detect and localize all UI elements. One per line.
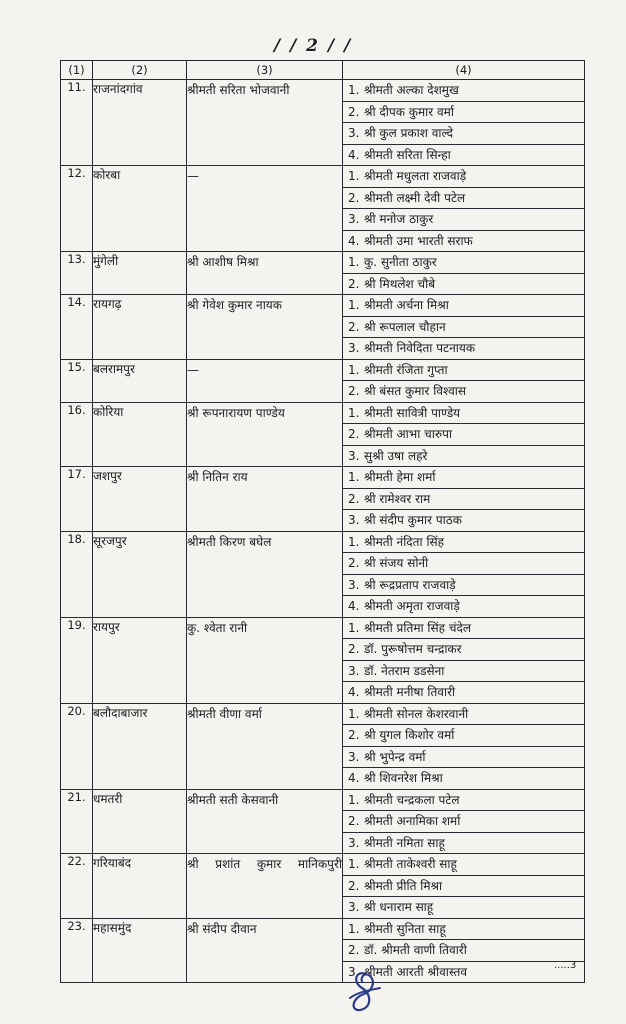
member-index: 3. [348, 749, 360, 764]
member-item [343, 166, 584, 188]
member-name: श्री रूपलाल चौहान [364, 319, 446, 334]
member-index: 3. [348, 577, 360, 592]
serial-number: 20. [61, 703, 93, 789]
member-item [343, 102, 584, 124]
member-name: श्रीमती अनामिका शर्मा [364, 814, 461, 828]
member-name: श्री कुल प्रकाश वाल्दे [364, 126, 454, 140]
members-cell [343, 854, 585, 919]
member-index: 2. [348, 104, 360, 119]
member-index: 1. [348, 405, 360, 420]
member-item [343, 446, 584, 467]
table-body [61, 80, 585, 983]
member-item [343, 811, 584, 833]
serial-number: 16. [61, 402, 93, 467]
member-index: 3. [348, 663, 360, 678]
member-index: 1. [348, 706, 360, 721]
member-index: 1. [348, 83, 360, 97]
member-index: 4. [348, 147, 360, 162]
district-name: बलौदाबाजार [93, 703, 187, 789]
member-index: 3. [348, 126, 360, 140]
member-name: श्री मनोज ठाकुर [364, 212, 434, 226]
member-name: डॉ. श्रीमती वाणी तिवारी [364, 943, 467, 957]
member-item [343, 424, 584, 446]
members-cell [343, 467, 585, 532]
members-cell [343, 166, 585, 252]
chairperson-name: कु. श्वेता रानी [187, 617, 343, 703]
district-name: कोरबा [93, 166, 187, 252]
table-row [61, 467, 585, 532]
member-name: श्री भुपेन्द्र वर्मा [364, 749, 426, 764]
member-item [343, 725, 584, 747]
member-item [343, 704, 584, 726]
district-name: रायगढ़ [93, 295, 187, 360]
member-name: श्रीमती मधुलता राजवाड़े [364, 169, 467, 183]
member-index: 4. [348, 599, 360, 613]
table-row [61, 402, 585, 467]
chairperson-name: श्रीमती सरिता भोजवानी [187, 80, 343, 166]
member-index: 2. [348, 728, 360, 742]
page-number: / / 2 / / [273, 36, 353, 56]
member-index: 1. [348, 169, 360, 183]
members-cell [343, 703, 585, 789]
member-index: 2. [348, 814, 360, 828]
member-item [343, 145, 584, 166]
serial-number: 19. [61, 617, 93, 703]
member-item [343, 575, 584, 597]
member-name: डॉ. पुरूषोत्तम चन्द्राकर [364, 642, 462, 656]
member-item [343, 295, 584, 317]
chairperson-name: श्रीमती सती केसवानी [187, 789, 343, 854]
member-index: 1. [348, 255, 360, 269]
member-name: श्रीमती हेमा शर्मा [364, 470, 436, 484]
member-name: श्रीमती आरती श्रीवास्तव [364, 964, 468, 979]
member-item [343, 403, 584, 425]
member-item [343, 768, 584, 789]
district-name: बलरामपुर [93, 359, 187, 402]
member-name: श्री रामेश्वर राम [364, 491, 431, 506]
member-name: श्री संजय सोनी [364, 556, 429, 570]
table-row [61, 617, 585, 703]
member-item [343, 618, 584, 640]
member-index: 2. [348, 319, 360, 334]
member-name: श्रीमती अमृता राजवाड़े [364, 599, 460, 613]
member-item [343, 188, 584, 210]
table-row [61, 252, 585, 295]
member-item [343, 661, 584, 683]
serial-number: 22. [61, 854, 93, 919]
header-col-3: (3) [187, 61, 343, 80]
member-index: 2. [348, 556, 360, 570]
table-row [61, 80, 585, 166]
member-name: श्री शिवनरेश मिश्रा [364, 771, 443, 785]
members-cell [343, 359, 585, 402]
member-index: 1. [348, 792, 360, 807]
members-cell [343, 80, 585, 166]
district-name: महासमुंद [93, 918, 187, 983]
member-index: 1. [348, 362, 360, 377]
district-name: कोरिया [93, 402, 187, 467]
member-name: श्री मिथलेश चौबे [364, 276, 436, 291]
members-cell [343, 617, 585, 703]
table-row [61, 531, 585, 617]
chairperson-name: श्री प्रशांत कुमार मानिकपुरी [187, 854, 343, 919]
member-item [343, 532, 584, 554]
member-name: श्रीमती नंदिता सिंह [364, 534, 445, 549]
member-name: श्रीमती मनीषा तिवारी [364, 685, 456, 699]
member-name: श्री बंसत कुमार विश्वास [364, 384, 467, 398]
member-name: डॉ. नेतराम डडसेना [364, 663, 445, 678]
member-index: 2. [348, 491, 360, 506]
member-name: सुश्री उषा लहरे [364, 448, 428, 463]
members-cell [343, 789, 585, 854]
district-name: गरियाबंद [93, 854, 187, 919]
table-row [61, 359, 585, 402]
member-item [343, 790, 584, 812]
district-name: धमतरी [93, 789, 187, 854]
member-index: 1. [348, 857, 360, 871]
member-index: 2. [348, 427, 360, 441]
member-item [343, 940, 584, 962]
member-name: श्रीमती आभा चारुपा [364, 427, 452, 441]
member-index: 3. [348, 448, 360, 463]
member-name: श्रीमती चन्द्रकला पटेल [364, 792, 460, 807]
member-index: 4. [348, 771, 360, 785]
serial-number: 11. [61, 80, 93, 166]
chairperson-name: श्री संदीप दीवान [187, 918, 343, 983]
district-name: मुंगेली [93, 252, 187, 295]
chairperson-name: श्री नितिन राय [187, 467, 343, 532]
table-row [61, 854, 585, 919]
header-row [61, 61, 585, 80]
chairperson-name: श्रीमती वीणा वर्मा [187, 703, 343, 789]
member-item [343, 317, 584, 339]
signature-mark [342, 968, 386, 1018]
member-index: 1. [348, 298, 360, 312]
member-name: कु. सुनीता ठाकुर [364, 255, 437, 269]
member-item [343, 381, 584, 402]
member-index: 2. [348, 642, 360, 656]
member-item [343, 252, 584, 274]
member-index: 2. [348, 943, 360, 957]
member-item [343, 360, 584, 382]
member-item [343, 682, 584, 703]
chairperson-name: श्री रूपनारायण पाण्डेय [187, 402, 343, 467]
member-index: 4. [348, 233, 360, 248]
members-cell [343, 295, 585, 360]
members-cell [343, 252, 585, 295]
members-cell [343, 402, 585, 467]
member-item [343, 338, 584, 359]
member-name: श्री संदीप कुमार पाठक [364, 513, 462, 527]
member-index: 3. [348, 513, 360, 527]
district-name: सूरजपुर [93, 531, 187, 617]
header-col-1: (1) [61, 61, 93, 80]
member-name: श्रीमती सावित्री पाण्डेय [364, 405, 461, 420]
member-item [343, 596, 584, 617]
serial-number: 14. [61, 295, 93, 360]
member-index: 3. [348, 212, 360, 226]
member-index: 4. [348, 685, 360, 699]
district-name: जशपुर [93, 467, 187, 532]
district-name: राजनांदगांव [93, 80, 187, 166]
table-row [61, 166, 585, 252]
member-item [343, 231, 584, 252]
table-row [61, 918, 585, 983]
continued-note: .....3 [554, 960, 577, 971]
member-item [343, 489, 584, 511]
header-col-4: (4) [343, 61, 585, 80]
member-item [343, 123, 584, 145]
member-name: श्रीमती सोनल केशरवानी [364, 706, 469, 721]
member-name: श्रीमती निवेदिता पटनायक [364, 341, 476, 355]
members-cell [343, 531, 585, 617]
member-name: श्रीमती लक्ष्मी देवी पटेल [364, 190, 466, 205]
member-item [343, 80, 584, 102]
committee-table [60, 60, 585, 983]
member-item [343, 833, 584, 854]
chairperson-name: श्री आशीष मिश्रा [187, 252, 343, 295]
serial-number: 13. [61, 252, 93, 295]
member-name: श्री धनाराम साहू [364, 900, 434, 914]
chairperson-name: श्री गेवेश कुमार नायक [187, 295, 343, 360]
chairperson-name: — [187, 359, 343, 402]
table-row [61, 789, 585, 854]
member-index: 3. [348, 900, 360, 914]
member-name: श्रीमती नमिता साहू [364, 835, 445, 850]
serial-number: 18. [61, 531, 93, 617]
member-item [343, 467, 584, 489]
member-name: श्रीमती सुनिता साहू [364, 921, 446, 936]
member-name: श्रीमती प्रतिमा सिंह चंदेल [364, 620, 471, 635]
member-name: श्री युगल किशोर वर्मा [364, 728, 455, 742]
serial-number: 15. [61, 359, 93, 402]
chairperson-name: — [187, 166, 343, 252]
member-index: 2. [348, 190, 360, 205]
member-index: 1. [348, 921, 360, 936]
member-index: 2. [348, 878, 360, 893]
member-item [343, 747, 584, 769]
member-index: 3. [348, 835, 360, 850]
member-index: 1. [348, 470, 360, 484]
serial-number: 23. [61, 918, 93, 983]
member-index: 1. [348, 620, 360, 635]
table-row [61, 703, 585, 789]
member-item [343, 510, 584, 531]
member-index: 3. [348, 964, 360, 979]
header-col-2: (2) [93, 61, 187, 80]
member-index: 2. [348, 384, 360, 398]
district-name: रायपुर [93, 617, 187, 703]
member-name: श्रीमती सरिता सिन्हा [364, 147, 451, 162]
member-item [343, 854, 584, 876]
member-index: 1. [348, 534, 360, 549]
chairperson-name: श्रीमती किरण बघेल [187, 531, 343, 617]
member-name: श्रीमती रंजिता गुप्ता [364, 362, 448, 377]
member-name: श्री दीपक कुमार वर्मा [364, 104, 454, 119]
member-name: श्रीमती उमा भारती सराफ [364, 233, 473, 248]
serial-number: 21. [61, 789, 93, 854]
member-name: श्रीमती अल्का देशमुख [364, 83, 459, 97]
serial-number: 17. [61, 467, 93, 532]
table-row [61, 295, 585, 360]
member-name: श्री रूद्रप्रताप राजवाड़े [364, 577, 456, 592]
serial-number: 12. [61, 166, 93, 252]
member-name: श्रीमती अर्चना मिश्रा [364, 298, 449, 312]
member-index: 3. [348, 341, 360, 355]
member-item [343, 274, 584, 295]
member-item [343, 639, 584, 661]
member-name: श्रीमती प्रीति मिश्रा [364, 878, 443, 893]
member-item [343, 209, 584, 231]
member-item [343, 876, 584, 898]
member-index: 2. [348, 276, 360, 291]
member-item [343, 897, 584, 918]
member-item [343, 919, 584, 941]
member-item [343, 553, 584, 575]
member-name: श्रीमती ताकेश्वरी साहू [364, 857, 457, 871]
